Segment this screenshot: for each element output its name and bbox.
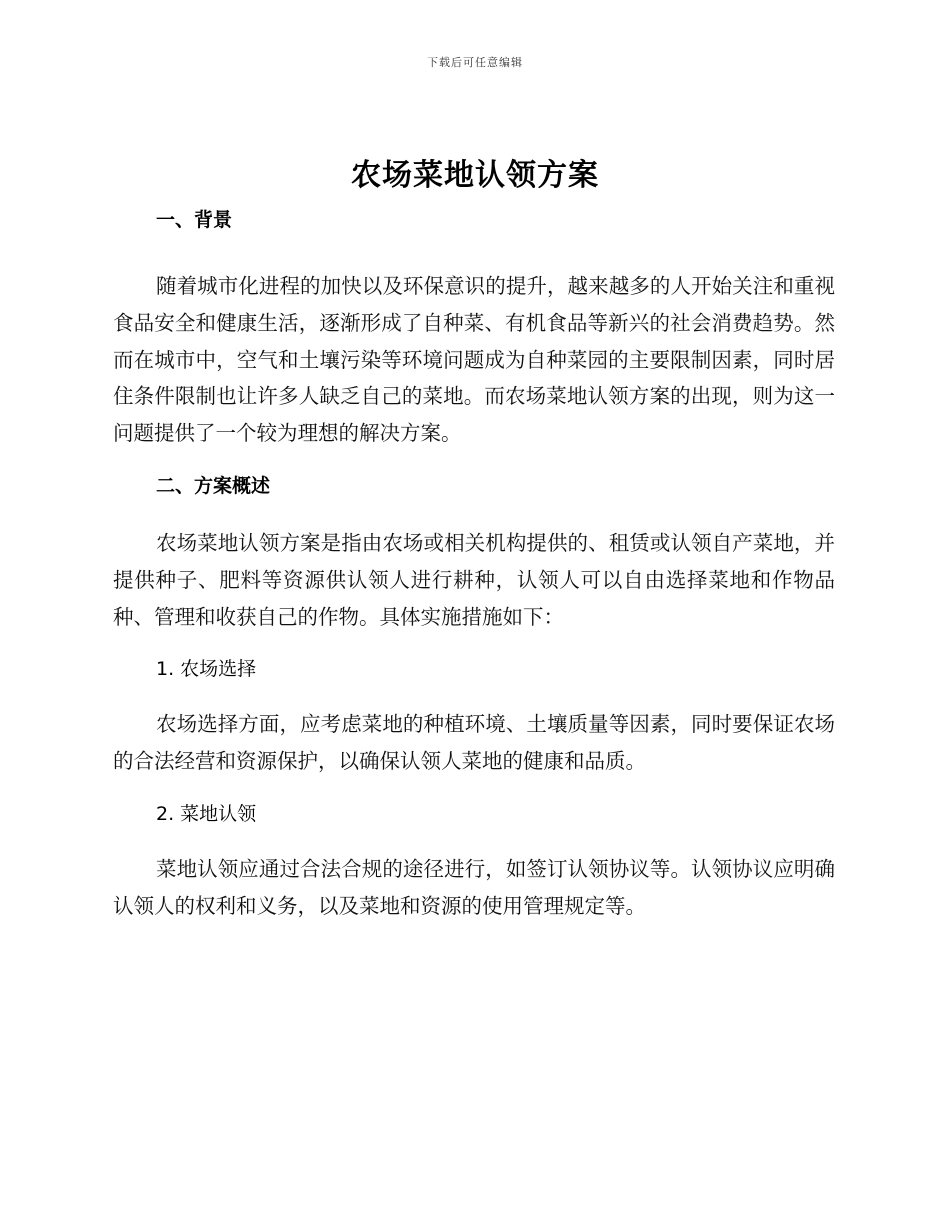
section-heading-background: 一、背景 [156, 209, 233, 231]
section-paragraph-background: 随着城市化进程的加快以及环保意识的提升，越来越多的人开始关注和重视食品安全和健康生活，逐渐形成了自种菜、有机食品等新兴的社会消费趋势。然而在城市中，空气和土壤污染等环境问题成为自种菜园的主要限制因素，同时居住条件限制也让许多人缺乏自己的菜地。而农场菜地认领方案的出现，则为这一问题提供了一个较为理想的解决方案。 [113, 274, 835, 446]
header-note: 下载后可任意编辑 [427, 56, 523, 69]
subsection-heading-plot-claim: 2. 菜地认领 [156, 802, 257, 825]
subsection-paragraph-plot-claim: 菜地认领应通过合法合规的途径进行，如签订认领协议等。认领协议应明确认领人的权利和义务，以及菜地和资源的使用管理规定等。 [113, 856, 835, 918]
subsection-heading-farm-selection: 1. 农场选择 [156, 658, 257, 681]
subsection-paragraph-farm-selection: 农场选择方面，应考虑菜地的种植环境、土壤质量等因素，同时要保证农场的合法经营和资源保护，以确保认领人菜地的健康和品质。 [113, 712, 835, 774]
section-paragraph-overview: 农场菜地认领方案是指由农场或相关机构提供的、租赁或认领自产菜地，并提供种子、肥料等资源供认领人进行耕种，认领人可以自由选择菜地和作物品种、管理和收获自己的作物。具体实施措施如下： [113, 530, 835, 629]
document-title: 农场菜地认领方案 [351, 158, 599, 193]
document-body [113, 205, 835, 925]
section-heading-overview: 二、方案概述 [156, 474, 271, 497]
